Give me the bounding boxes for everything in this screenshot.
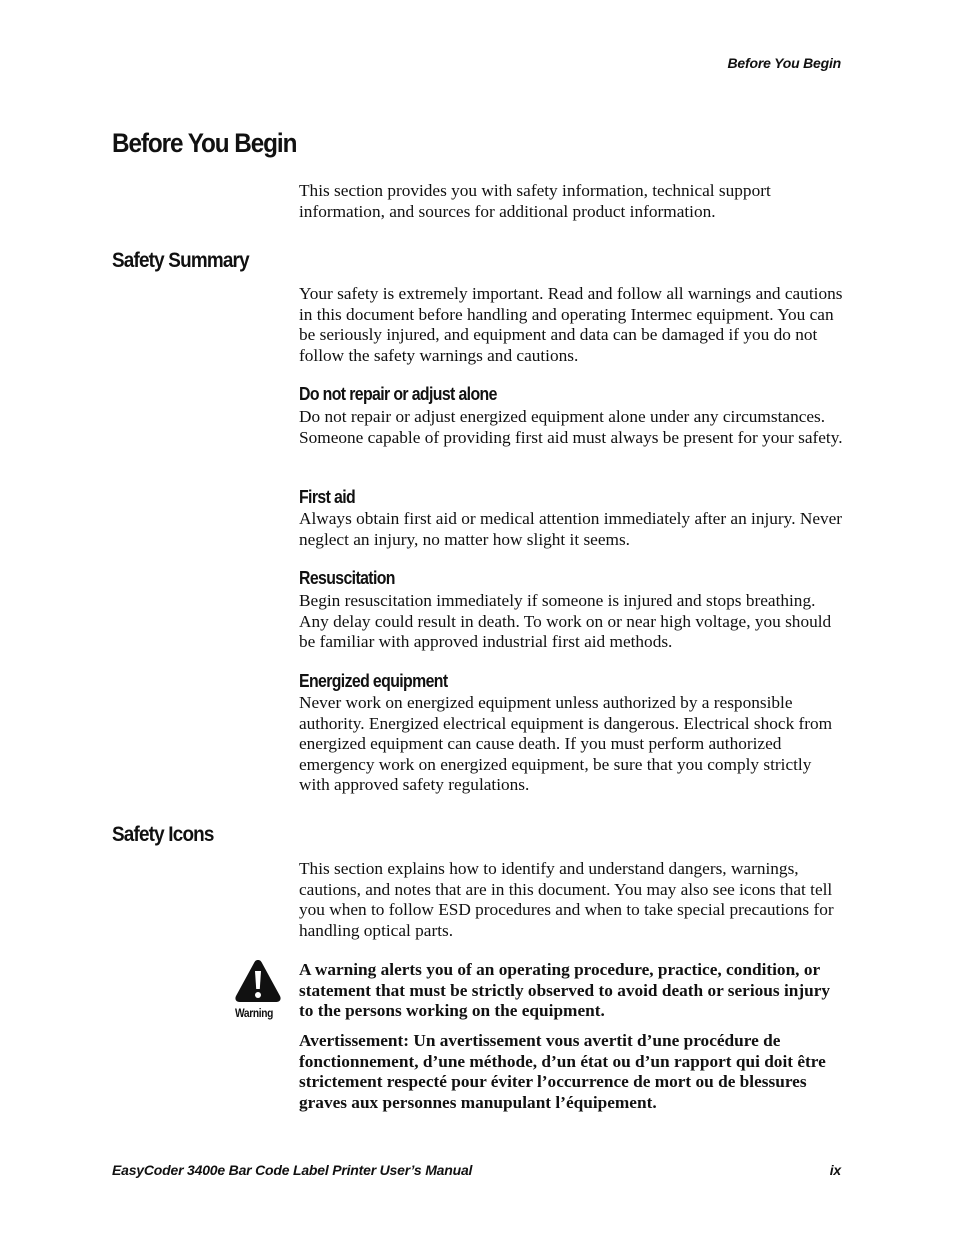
subsection-heading-resuscitation: Resuscitation bbox=[299, 568, 395, 588]
footer-page-number: ix bbox=[829, 1162, 841, 1178]
page-title: Before You Begin bbox=[112, 128, 297, 158]
running-header: Before You Begin bbox=[727, 55, 841, 71]
subsection-heading-repair: Do not repair or adjust alone bbox=[299, 384, 497, 404]
subsection-heading-energized: Energized equipment bbox=[299, 671, 448, 691]
warning-icon bbox=[234, 958, 282, 1004]
footer-manual-title: EasyCoder 3400e Bar Code Label Printer User’s Manual bbox=[112, 1162, 473, 1178]
safety-summary-heading: Safety Summary bbox=[112, 249, 249, 272]
subsection-text-repair: Do not repair or adjust energized equipment alone under any circumstances. Someone capable of providing first aid must always be present for your safety. bbox=[299, 407, 843, 447]
subsection-heading-first-aid: First aid bbox=[299, 487, 356, 507]
warning-icon-caption: Warning bbox=[235, 1006, 274, 1020]
safety-summary-paragraph: Your safety is extremely important. Read and follow all warnings and cautions in this document before handling and operating Intermec equipment. You can be seriously injured, and equipment and data can be damaged if you do not follow the safety warnings and cautions. bbox=[299, 284, 843, 365]
intro-paragraph: This section provides you with safety information, technical support information, and sources for additional product information. bbox=[299, 181, 771, 221]
safety-icons-paragraph: This section explains how to identify and understand dangers, warnings, cautions, and notes that are in this document. You may also see icons that tell you when to follow ESD procedures and when to take special precautions for handling optical parts. bbox=[299, 859, 834, 940]
warning-text-english: A warning alerts you of an operating procedure, practice, condition, or statement that must be strictly observed to avoid death or serious injury to the persons working on the equipment. bbox=[299, 960, 831, 1020]
subsection-text-resuscitation: Begin resuscitation immediately if someone is injured and stops breathing. Any delay could result in death. To work on or near high voltage, you should be familiar with approved industrial first aid methods. bbox=[299, 591, 832, 651]
safety-icons-heading: Safety Icons bbox=[112, 823, 214, 846]
subsection-text-first-aid: Always obtain first aid or medical attention immediately after an injury. Never neglect an injury, no matter how slight it seems. bbox=[299, 509, 843, 549]
subsection-text-energized: Never work on energized equipment unless authorized by a responsible authority. Energized electrical equipment is dangerous. Electrical shock from energized equipment can cause death. If you must perform authorized emergency work on energized equipment, be sure that you comply strictly with approved safety regulations. bbox=[299, 693, 833, 794]
warning-text-french: Avertissement: Un avertissement vous avertit d’une procédure de fonctionnement, d’une méthode, d’un état ou d’un rapport qui doit être strictement respecté pour éviter l’occurrence de mort ou de blessures graves aux personnes manupulant l’équipement. bbox=[299, 1031, 826, 1112]
